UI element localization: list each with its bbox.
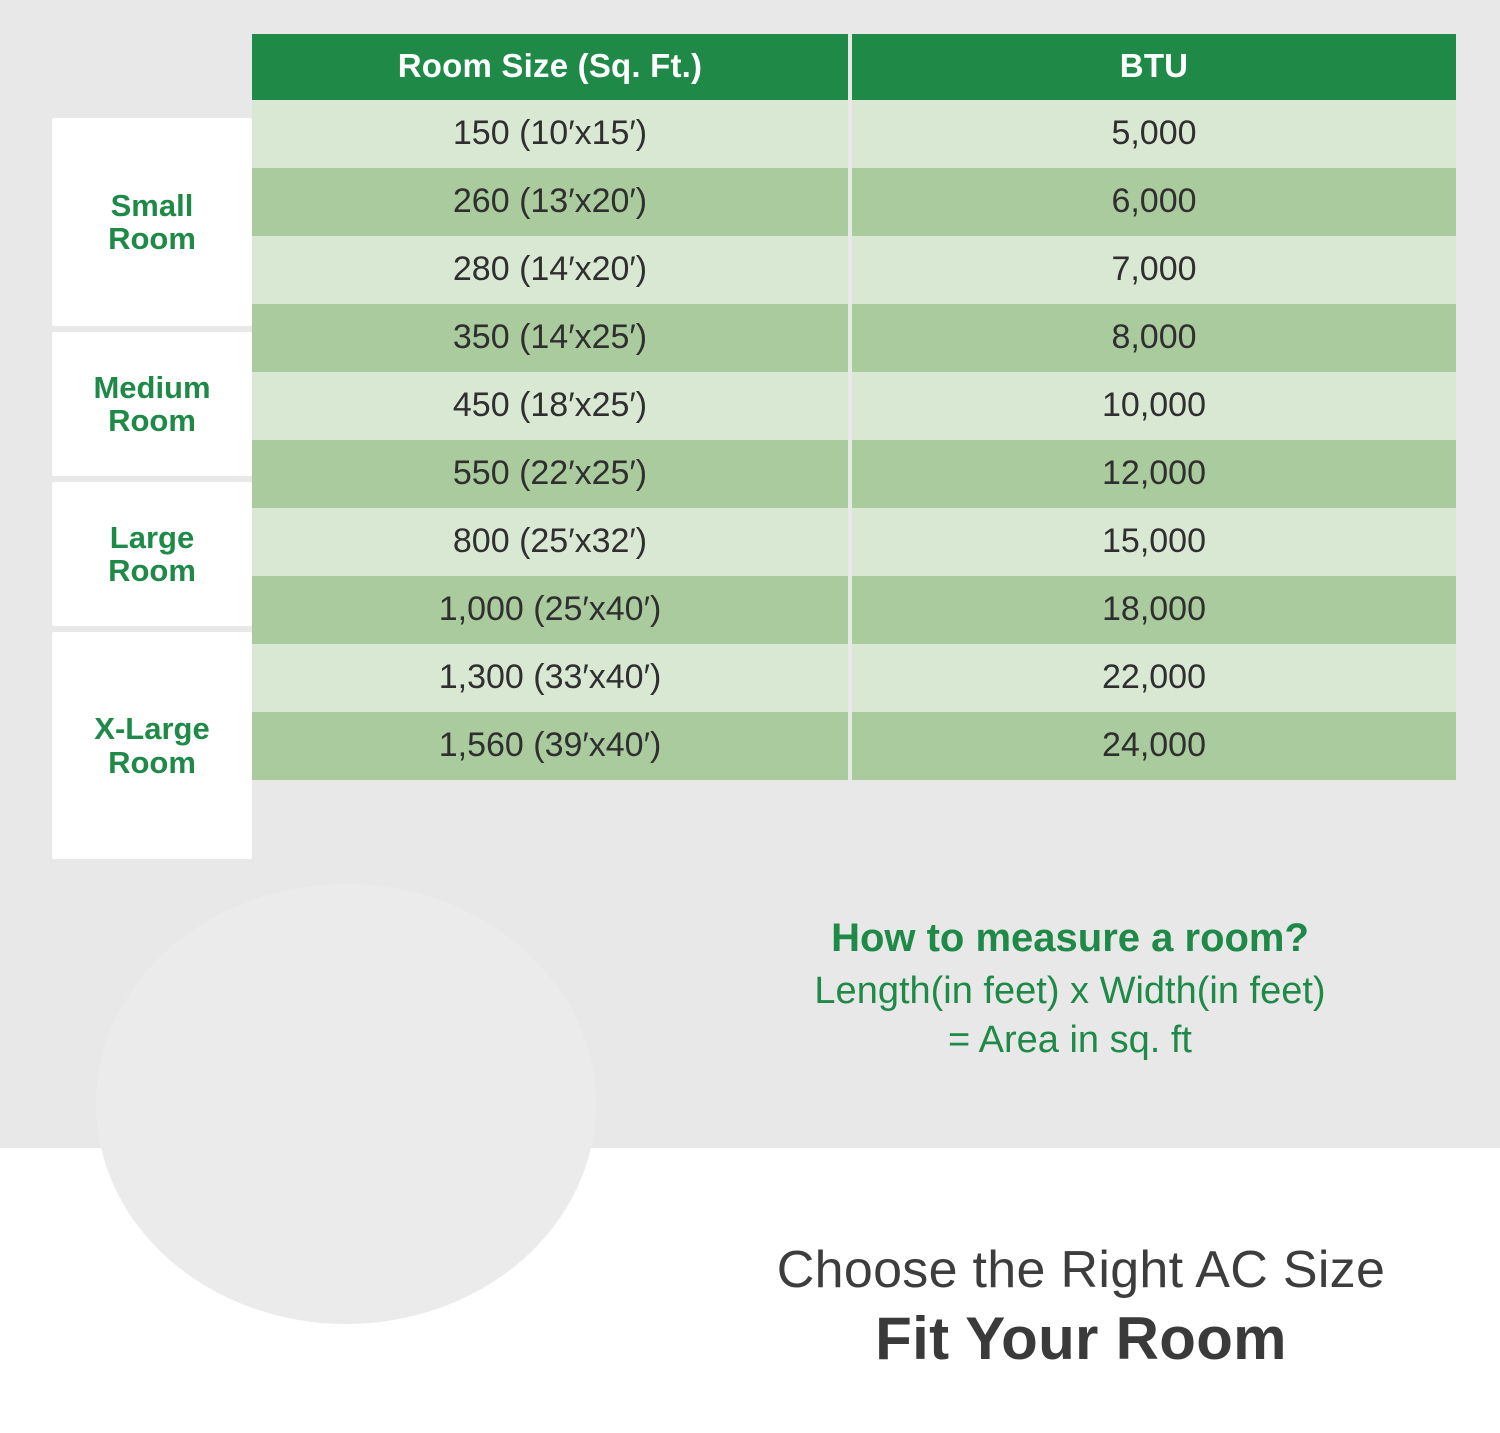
cell-btu: 18,000 xyxy=(850,576,1456,644)
btu-table xyxy=(252,34,1456,780)
cell-room-size: 1,560 (39′x40′) xyxy=(252,712,850,780)
category-medium-room-line1: Medium xyxy=(93,369,211,405)
cell-btu: 7,000 xyxy=(850,236,1456,304)
category-large-room-line1: Large xyxy=(109,519,195,555)
cell-room-size: 350 (14′x25′) xyxy=(252,304,850,372)
category-large-room xyxy=(52,482,252,626)
cell-btu: 10,000 xyxy=(850,372,1456,440)
table-row xyxy=(252,440,1456,508)
category-medium-room xyxy=(52,332,252,476)
table-row xyxy=(252,508,1456,576)
table-row xyxy=(252,100,1456,168)
category-label-column xyxy=(52,118,252,865)
table-row xyxy=(252,712,1456,780)
cell-btu: 8,000 xyxy=(850,304,1456,372)
how-to-measure-formula-line2: = Area in sq. ft xyxy=(948,1018,1192,1061)
cell-btu: 15,000 xyxy=(850,508,1456,576)
cell-room-size: 280 (14′x20′) xyxy=(252,236,850,304)
cell-room-size: 260 (13′x20′) xyxy=(252,168,850,236)
headline-line1: Choose the Right AC Size xyxy=(776,1241,1386,1299)
category-small-room-line2: Room xyxy=(108,221,196,256)
cell-btu: 5,000 xyxy=(850,100,1456,168)
headline-line2: Fit Your Room xyxy=(875,1305,1287,1372)
headline-block xyxy=(686,1240,1476,1373)
how-to-measure-block xyxy=(660,916,1480,1064)
table-row xyxy=(252,304,1456,372)
cell-btu: 6,000 xyxy=(850,168,1456,236)
cell-room-size: 550 (22′x25′) xyxy=(252,440,850,508)
cell-btu: 24,000 xyxy=(850,712,1456,780)
cell-btu: 22,000 xyxy=(850,644,1456,712)
header-btu: BTU xyxy=(850,34,1456,100)
btu-table-wrapper xyxy=(252,34,1452,780)
how-to-measure-title: How to measure a room? xyxy=(831,916,1309,960)
category-small-room-line1: Small xyxy=(110,187,194,223)
category-small-room xyxy=(52,118,252,326)
table-row xyxy=(252,372,1456,440)
category-xlarge-room-line1: X-Large xyxy=(94,711,210,747)
illustration-background-circle xyxy=(96,884,596,1324)
category-xlarge-room xyxy=(52,632,252,859)
category-large-room-line2: Room xyxy=(108,553,196,588)
header-room-size: Room Size (Sq. Ft.) xyxy=(252,34,850,100)
cell-btu: 12,000 xyxy=(850,440,1456,508)
category-medium-room-line2: Room xyxy=(108,403,196,438)
cell-room-size: 1,000 (25′x40′) xyxy=(252,576,850,644)
cell-room-size: 1,300 (33′x40′) xyxy=(252,644,850,712)
how-to-measure-formula-line1: Length(in feet) x Width(in feet) xyxy=(814,970,1326,1012)
cell-room-size: 800 (25′x32′) xyxy=(252,508,850,576)
cell-room-size: 450 (18′x25′) xyxy=(252,372,850,440)
table-row xyxy=(252,576,1456,644)
table-row xyxy=(252,644,1456,712)
table-row xyxy=(252,168,1456,236)
table-row xyxy=(252,236,1456,304)
room-illustration xyxy=(96,884,616,1354)
cell-room-size: 150 (10′x15′) xyxy=(252,100,850,168)
table-header-row xyxy=(252,34,1456,100)
category-xlarge-room-line2: Room xyxy=(108,744,196,780)
